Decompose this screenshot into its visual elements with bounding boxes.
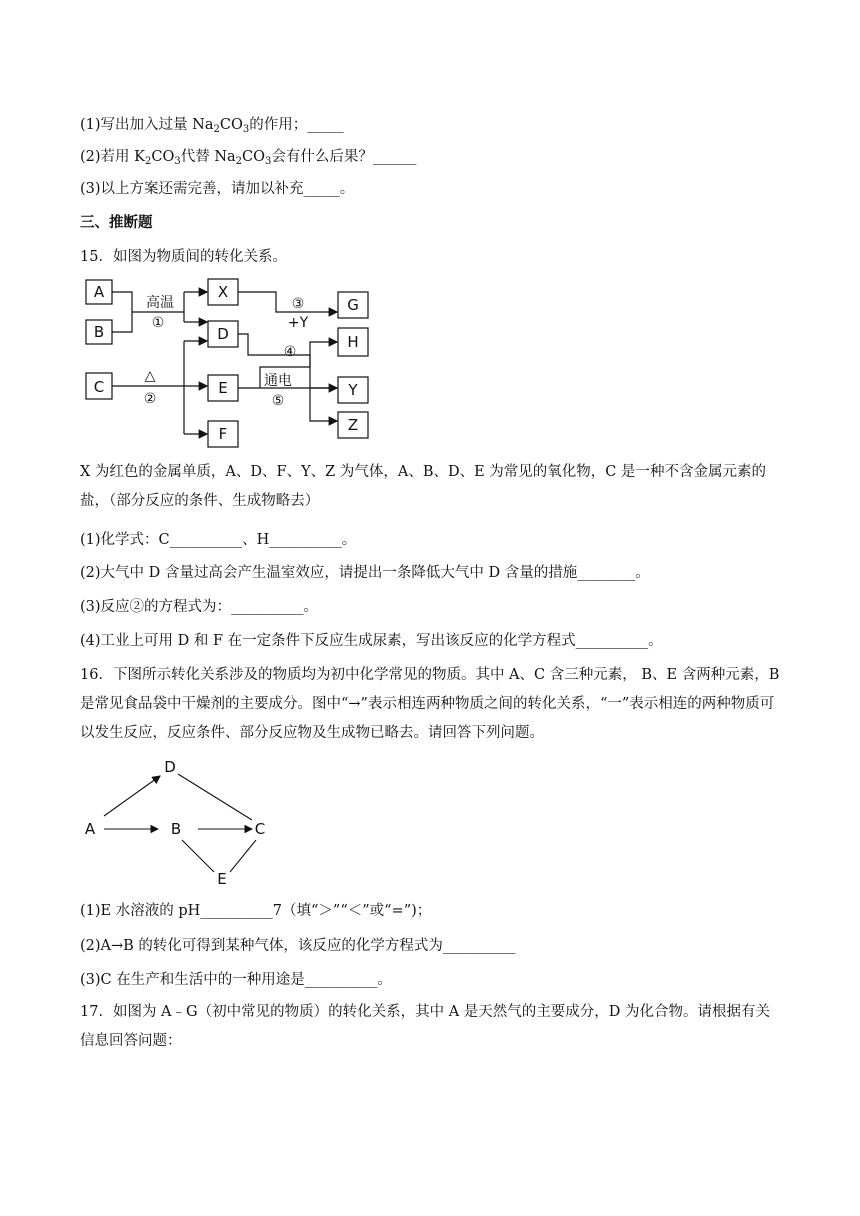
- q15-diagram: [80, 275, 380, 450]
- node-D: D: [164, 758, 176, 776]
- q17-stem: 17．如图为 A﹣G（初中常见的物质）的转化关系，其中 A 是天然气的主要成分，D 为化合物。请根据有关信息回答问题：: [80, 1004, 771, 1049]
- q15-q4: (4)工业上可用 D 和 F 在一定条件下反应生成尿素，写出该反应的化学方程式__________。: [80, 633, 663, 649]
- prev-q2: (2)若用 $K_2CO_3$代替 $Na_2CO_3$会有什么后果？______: [80, 149, 417, 167]
- node-B: B: [170, 820, 182, 838]
- box-D-label: D: [217, 325, 229, 343]
- q15-desc: X 为红色的金属单质，A、D、F、Y、Z 为气体，A、B、D、E 为常见的氧化物，C 是一种不含金属元素的盐，（部分反应的条件、生成物略去）: [80, 464, 766, 509]
- label-r4: ④: [283, 344, 297, 360]
- box-H-label: H: [347, 333, 359, 351]
- box-X-label: X: [217, 283, 229, 301]
- label-electrolysis: 通电: [264, 373, 292, 389]
- q16-q2: (2)A→B 的转化可得到某种气体，该反应的化学方程式为__________: [80, 938, 516, 954]
- q16-stem: 16．下图所示转化关系涉及的物质均为初中化学常见的物质。其中 A、C 含三种元素， B、E 含两种元素，B 是常见食品袋中干燥剂的主要成分。图中“→”表示相连两种物质之间的转化关系，“一”表示相连的两种物质可以发生反应，反应条件、部分反应物及生成物已略去。请回答下列问题。: [80, 667, 780, 741]
- q15-stem: 15．如图为物质间的转化关系。: [80, 249, 287, 265]
- label-r5: ⑤: [271, 393, 285, 409]
- label-r1: ①: [151, 315, 165, 331]
- q16-q1: (1)E 水溶液的 pH__________7（填“＞”“＜”或“=”)；: [80, 903, 432, 919]
- box-C-label: C: [93, 378, 105, 396]
- box-Y-label: Y: [348, 381, 358, 399]
- node-E: E: [217, 870, 227, 886]
- box-G-label: G: [347, 296, 359, 314]
- prev-q3: (3)以上方案还需完善，请加以补充_____。: [80, 181, 355, 197]
- box-E-label: E: [218, 379, 228, 397]
- node-A: A: [84, 820, 96, 838]
- node-C: C: [254, 820, 266, 838]
- box-A-label: A: [93, 283, 105, 301]
- q16-q3: (3)C 在生产和生活中的一种用途是__________。: [80, 972, 392, 988]
- label-r3: ③: [291, 296, 305, 312]
- label-plus-y: +Y: [287, 315, 309, 331]
- q15-q3: (3)反应②的方程式为：__________。: [80, 599, 319, 615]
- section-title: 三、推断题: [80, 214, 153, 231]
- q15-q2: (2)大气中 D 含量过高会产生温室效应，请提出一条降低大气中 D 含量的措施________。: [80, 565, 650, 581]
- box-F-label: F: [218, 425, 228, 443]
- q15-q1: (1)化学式：C__________、H__________。: [80, 532, 357, 548]
- q16-diagram: [80, 756, 290, 886]
- label-heat: △: [144, 368, 156, 384]
- label-r2: ②: [143, 391, 157, 407]
- prev-q1: (1)写出加入过量 $Na_2CO_3$的作用；_____: [80, 117, 344, 135]
- label-high-temp: 高温: [146, 295, 174, 311]
- box-B-label: B: [93, 323, 105, 341]
- box-Z-label: Z: [347, 416, 359, 434]
